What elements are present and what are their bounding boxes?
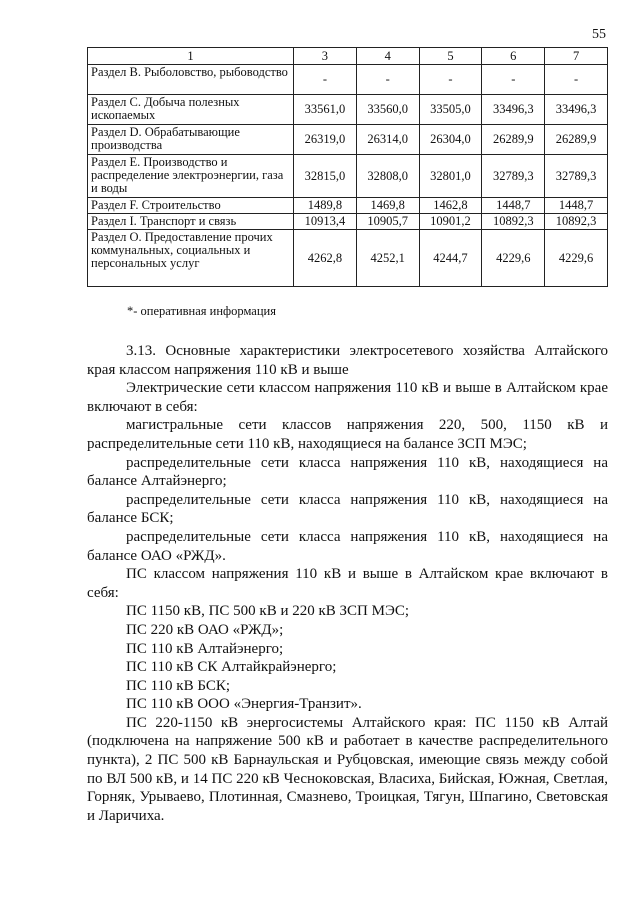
list-item: ПС 110 кВ Алтайэнерго; [126,640,284,657]
row-label: Раздел I. Транспорт и связь [88,214,294,230]
list-item: ПС 110 кВ БСК; [126,677,231,694]
table-row [88,65,608,95]
table-cell: 26304,0 [419,125,482,155]
table-header-row [88,48,608,65]
table-cell: - [419,65,482,95]
column-header: 5 [419,48,482,65]
table-row [88,155,608,198]
table-cell: 10892,3 [482,214,545,230]
column-header: 3 [294,48,357,65]
row-label: Раздел О. Предоставление прочих коммунальных, социальных и персональных услуг [88,230,294,287]
table-row [88,214,608,230]
table-cell: 1462,8 [419,198,482,214]
table-cell: 4229,6 [545,230,608,287]
column-header: 6 [482,48,545,65]
table-cell: 4252,1 [356,230,419,287]
table-cell: - [545,65,608,95]
table-cell: 1489,8 [294,198,357,214]
list-item: ПС 110 кВ СК Алтайкрайэнерго; [126,659,337,676]
list-item: ПС 1150 кВ, ПС 500 кВ и 220 кВ ЗСП МЭС; [126,603,410,620]
table-cell: 26289,9 [545,125,608,155]
paragraph: ПС классом напряжения 110 кВ и выше в Алтайском крае включают в себя: [87,566,608,601]
table-cell: - [482,65,545,95]
table-cell: 10901,2 [419,214,482,230]
paragraph: Электрические сети классом напряжения 110 кВ и выше в Алтайском крае включают в себя: [87,380,608,415]
table-cell: - [294,65,357,95]
table-cell: 10905,7 [356,214,419,230]
table-cell: 26319,0 [294,125,357,155]
row-label: Раздел F. Строительство [88,198,294,214]
column-header: 1 [88,48,294,65]
table-cell: 4244,7 [419,230,482,287]
table-cell: 1448,7 [482,198,545,214]
table-cell: 33560,0 [356,95,419,125]
table-row [88,95,608,125]
table-cell: 4229,6 [482,230,545,287]
body-text [87,342,608,825]
table-cell: 10892,3 [545,214,608,230]
table-cell: 32815,0 [294,155,357,198]
table-row [88,198,608,214]
table-cell: 26289,9 [482,125,545,155]
table-cell: - [356,65,419,95]
table-cell: 32801,0 [419,155,482,198]
table-footnote: *- оперативная информация [127,304,276,318]
row-label: Раздел Е. Производство и распределение электроэнергии, газа и воды [88,155,294,198]
list-item: ПС 110 кВ ООО «Энергия-Транзит». [126,696,362,713]
list-item: распределительные сети класса напряжения 110 кВ, находящиеся на балансе ОАО «РЖД». [87,528,608,564]
page-number: 55 [592,27,606,42]
table-cell: 33505,0 [419,95,482,125]
table-cell: 32789,3 [545,155,608,198]
table-cell: 33496,3 [482,95,545,125]
table-row [88,230,608,287]
table-row [88,125,608,155]
list-item: магистральные сети классов напряжения 220, 500, 1150 кВ и распределительные сети 110 кВ, находящиеся на балансе ЗСП МЭС; [87,417,608,452]
list-item: распределительные сети класса напряжения 110 кВ, находящиеся на балансе Алтайэнерго; [87,454,608,490]
table-cell: 4262,8 [294,230,357,287]
statistics-table [87,47,608,287]
row-label: Раздел D. Обрабатывающие производства [88,125,294,155]
table-cell: 1448,7 [545,198,608,214]
paragraph: ПС 220-1150 кВ энергосистемы Алтайского края: ПС 1150 кВ Алтай (подключена на напряжение 500 кВ и работает в качестве распределительного пункта), 2 ПС 500 кВ Барнаульская и Рубцовская, имеющие связь между собой по ВЛ 500 кВ, и 14 ПС 220 кВ Чесноковская, Власиха, Бийская, Южная, Светлая, Горняк, Урываево, Плотинная, Смазнево, Троицкая, Тягун, Шпагино, Световская и Ларичиха. [87,714,608,824]
table-cell: 32789,3 [482,155,545,198]
table-cell: 1469,8 [356,198,419,214]
table-cell: 26314,0 [356,125,419,155]
row-label: Раздел В. Рыболовство, рыбоводство [88,65,294,95]
table-cell: 33561,0 [294,95,357,125]
column-header: 7 [545,48,608,65]
row-label: Раздел С. Добыча полезных ископаемых [88,95,294,125]
section-heading: 3.13. Основные характеристики электросетевого хозяйства Алтайского края классом напряжения 110 кВ и выше [87,343,608,378]
list-item: распределительные сети класса напряжения 110 кВ, находящиеся на балансе БСК; [87,491,608,527]
table-cell: 33496,3 [545,95,608,125]
table-cell: 10913,4 [294,214,357,230]
table-cell: 32808,0 [356,155,419,198]
column-header: 4 [356,48,419,65]
list-item: ПС 220 кВ ОАО «РЖД»; [126,621,284,638]
